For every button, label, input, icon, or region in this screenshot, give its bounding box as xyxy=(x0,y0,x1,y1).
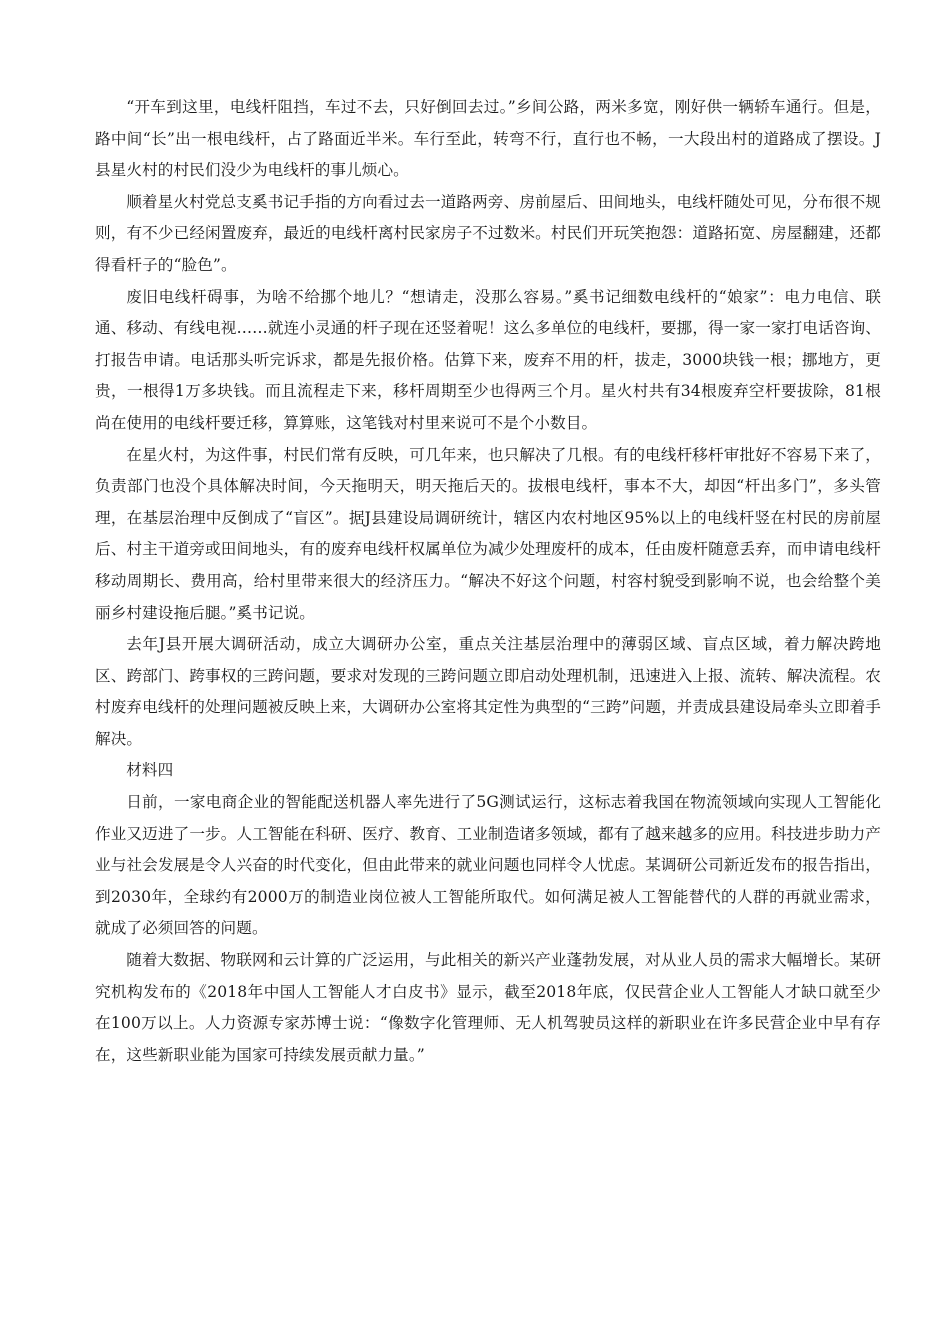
section-title: 材料四 xyxy=(126,761,174,780)
paragraph: 日前，一家电商企业的智能配送机器人率先进行了5G测试运行，这标志着我国在物流领域向实现人工智能化作业又迈进了一步。人工智能在科研、医疗、教育、工业制造诸多领域，都有了越来越多的应用。科技进步助力产业与社会发展是令人兴奋的时代变化，但由此带来的就业问题也同样令人忧虑。某调研公司新近发布的报告指出，到2030年，全球约有2000万的制造业岗位被人工智能所取代。如何满足被人工智能替代的人群的再就业需求，就成了必须回答的问题。 xyxy=(95,793,881,938)
paragraph: 顺着星火村党总支奚书记手指的方向看过去一道路两旁、房前屋后、田间地头，电线杆随处可见，分布很不规则，有不少已经闲置废弃，最近的电线杆离村民家房子不过数米。村民们开玩笑抱怨：道路拓宽、房屋翻建，还都得看杆子的“脸色”。 xyxy=(95,192,881,274)
paragraph: “开车到这里，电线杆阻挡，车过不去，只好倒回去过。”乡间公路，两米多宽，刚好供一辆轿车通行。但是，路中间“长”出一根电线杆，占了路面近半米。车行至此，转弯不行，直行也不畅，一大段出村的道路成了摆设。J县星火村的村民们没少为电线杆的事儿烦心。 xyxy=(95,98,881,180)
document-body xyxy=(95,92,881,1071)
paragraph: 随着大数据、物联网和云计算的广泛运用，与此相关的新兴产业蓬勃发展，对从业人员的需求大幅增长。某研究机构发布的《2018年中国人工智能人才白皮书》显示，截至2018年底，仅民营企业人工智能人才缺口就至少在100万以上。人力资源专家苏博士说：“像数字化管理师、无人机驾驶员这样的新职业在许多民营企业中早有存在，这些新职业能为国家可持续发展贡献力量。” xyxy=(95,951,881,1064)
paragraph: 去年J县开展大调研活动，成立大调研办公室，重点关注基层治理中的薄弱区域、盲点区域，着力解决跨地区、跨部门、跨事权的三跨问题，要求对发现的三跨问题立即启动处理机制，迅速进入上报、流转、解决流程。农村废弃电线杆的处理问题被反映上来，大调研办公室将其定性为典型的“三跨”问题，并责成县建设局牵头立即着手解决。 xyxy=(95,635,881,748)
paragraph: 在星火村，为这件事，村民们常有反映，可几年来，也只解决了几根。有的电线杆移杆审批好不容易下来了，负责部门也没个具体解决时间，今天拖明天，明天拖后天的。拔根电线杆，事本不大，却因“杆出多门”，多头管理，在基层治理中反倒成了“盲区”。据J县建设局调研统计，辖区内农村地区95%以上的电线杆竖在村民的房前屋后、村主干道旁或田间地头，有的废弃电线杆权属单位为减少处理废杆的成本，任由废杆随意丢弃，而申请电线杆移动周期长、费用高，给村里带来很大的经济压力。“解决不好这个问题，村容村貌受到影响不说，也会给整个美丽乡村建设拖后腿。”奚书记说。 xyxy=(95,445,881,622)
paragraph: 废旧电线杆碍事，为啥不给挪个地儿？“想请走，没那么容易。”奚书记细数电线杆的“娘家”：电力电信、联通、移动、有线电视……就连小灵通的杆子现在还竖着呢！这么多单位的电线杆，要挪，得一家一家打电话咨询、打报告申请。电话那头听完诉求，都是先报价格。估算下来，废弃不用的杆，拔走，3000块钱一根；挪地方，更贵，一根得1万多块钱。而且流程走下来，移杆周期至少也得两三个月。星火村共有34根废弃空杆要拔除，81根尚在使用的电线杆要迁移，算算账，这笔钱对村里来说可不是个小数目。 xyxy=(95,287,881,432)
